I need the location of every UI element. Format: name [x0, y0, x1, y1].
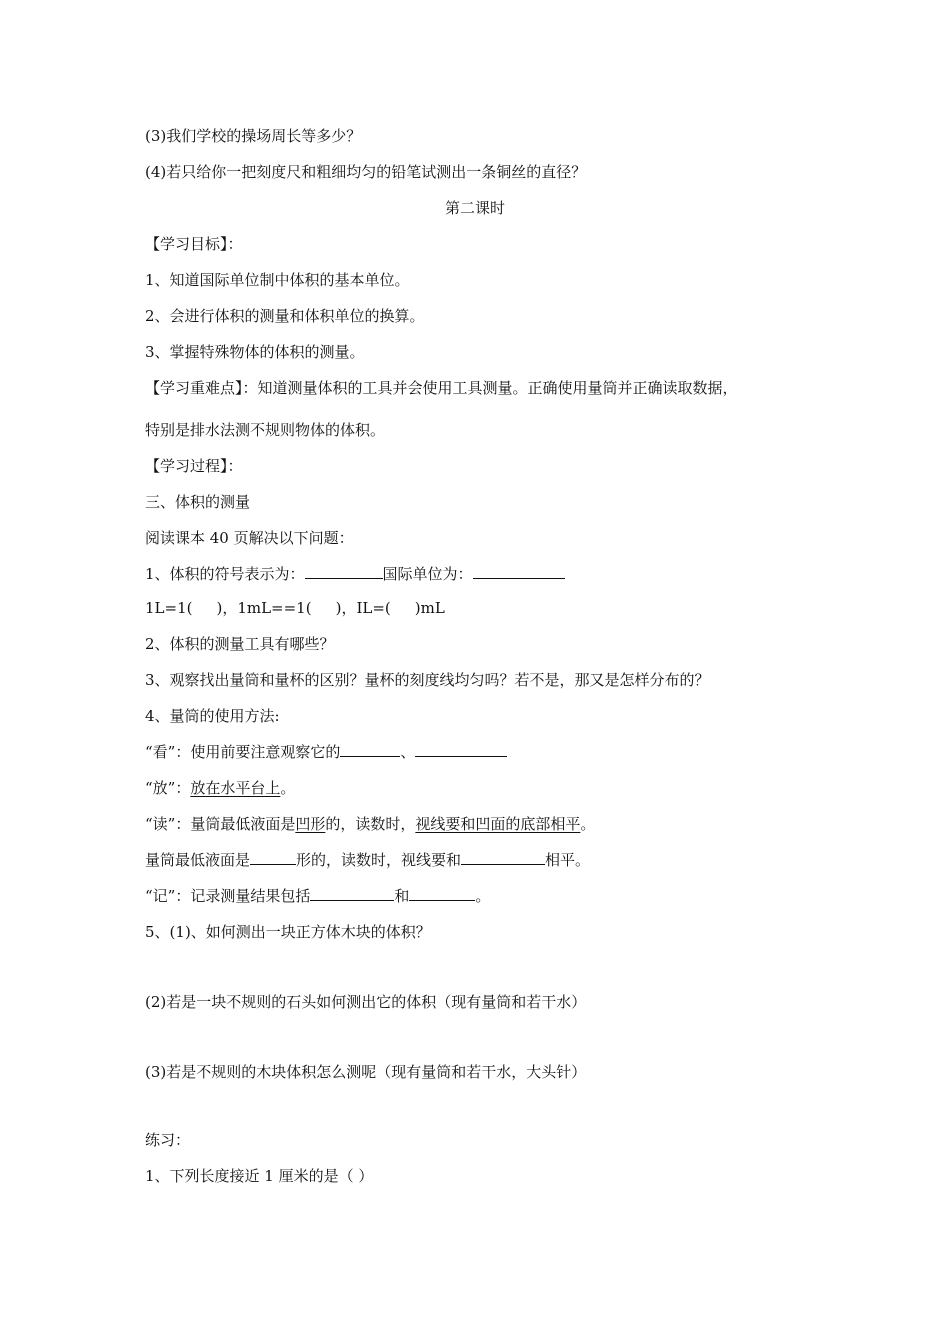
- question-5-wood: (3)若是不规则的木块体积怎么测呢（现有量筒和若干水，大头针）: [145, 1063, 587, 1081]
- question-1-label: 1、体积的符号表示为：: [145, 565, 305, 583]
- question-2-tools: 2、体积的测量工具有哪些？: [145, 635, 335, 653]
- read-step: [145, 814, 595, 834]
- question-4-method: 4、量筒的使用方法:: [145, 707, 280, 725]
- put-label: “放”：: [145, 779, 191, 797]
- process-heading: 【学习过程】：: [145, 457, 243, 475]
- record-label: “记”：记录测量结果包括: [145, 887, 311, 905]
- conversion-line: [145, 598, 445, 618]
- read-middle: 的，读数时，: [325, 815, 416, 833]
- key-points-line-2: 特别是排水法测不规则物体的体积。: [145, 421, 386, 439]
- shape-blank: [250, 850, 296, 865]
- section-heading: 三、体积的测量: [145, 493, 251, 511]
- reading-instruction: 阅读课本 40 页解决以下问题：: [145, 529, 354, 547]
- question-3-playground: (3)我们学校的操场周长等多少？: [145, 127, 362, 145]
- put-answer: 放在水平台上: [190, 779, 281, 797]
- unit-label: 国际单位为：: [382, 565, 473, 583]
- goal-3: 3、掌握特殊物体的体积的测量。: [145, 343, 365, 361]
- record-step: [145, 886, 490, 906]
- lesson-title: 第二课时: [444, 199, 505, 217]
- question-4-wire: (4)若只给你一把刻度尺和粗细均匀的铅笔试测出一条铜丝的直径？: [145, 163, 587, 181]
- question-5-stone: (2)若是一块不规则的石头如何测出它的体积（现有量筒和若干水）: [145, 993, 587, 1011]
- key-points-line-1: 【学习重难点】：知道测量体积的工具并会使用工具测量。正确使用量筒并正确读取数据，: [145, 379, 738, 397]
- lowest-label: 量筒最低液面是: [145, 851, 251, 869]
- put-step: [145, 778, 295, 798]
- question-1-symbol: [145, 564, 565, 584]
- read-label: “读”：量筒最低液面是: [145, 815, 296, 833]
- practice-heading: 练习：: [145, 1131, 191, 1149]
- record-blank-1: [310, 886, 394, 901]
- record-blank-2: [409, 886, 475, 901]
- record-end: 。: [475, 887, 491, 905]
- conversion-part-4: )mL: [414, 599, 445, 617]
- practice-question-1: 1、下列长度接近 1 厘米的是（ ）: [145, 1167, 374, 1185]
- conversion-part-1: 1L=1(: [145, 599, 193, 617]
- look-step: [145, 742, 507, 762]
- conversion-part-3: )，IL=(: [335, 599, 391, 617]
- lowest-middle: 形的，读数时，视线要和: [296, 851, 462, 869]
- read-end: 。: [580, 815, 596, 833]
- look-label: “看”：使用前要注意观察它的: [145, 743, 341, 761]
- goal-2: 2、会进行体积的测量和体积单位的换算。: [145, 307, 425, 325]
- look-blank-1: [340, 742, 400, 757]
- question-3-observe: 3、观察找出量筒和量杯的区别？量杯的刻度线均匀吗？若不是，那又是怎样分布的？: [145, 671, 710, 689]
- unit-blank: [473, 564, 565, 579]
- put-end: 。: [280, 779, 296, 797]
- question-5-cube: 5、(1)、如何测出一块正方体木块的体积？: [145, 923, 431, 941]
- lowest-end: 相平。: [545, 851, 591, 869]
- goal-1: 1、知道国际单位制中体积的基本单位。: [145, 271, 410, 289]
- conversion-part-2: )，1mL==1(: [216, 599, 312, 617]
- look-blank-2: [415, 742, 507, 757]
- goals-heading: 【学习目标】：: [145, 235, 243, 253]
- lowest-surface-line: [145, 850, 590, 870]
- look-separator: 、: [400, 743, 416, 761]
- symbol-blank: [305, 564, 383, 579]
- record-and: 和: [394, 887, 410, 905]
- sightline-blank: [461, 850, 545, 865]
- read-answer-shape: 凹形: [295, 815, 326, 833]
- read-answer-sightline: 视线要和凹面的底部相平: [415, 815, 581, 833]
